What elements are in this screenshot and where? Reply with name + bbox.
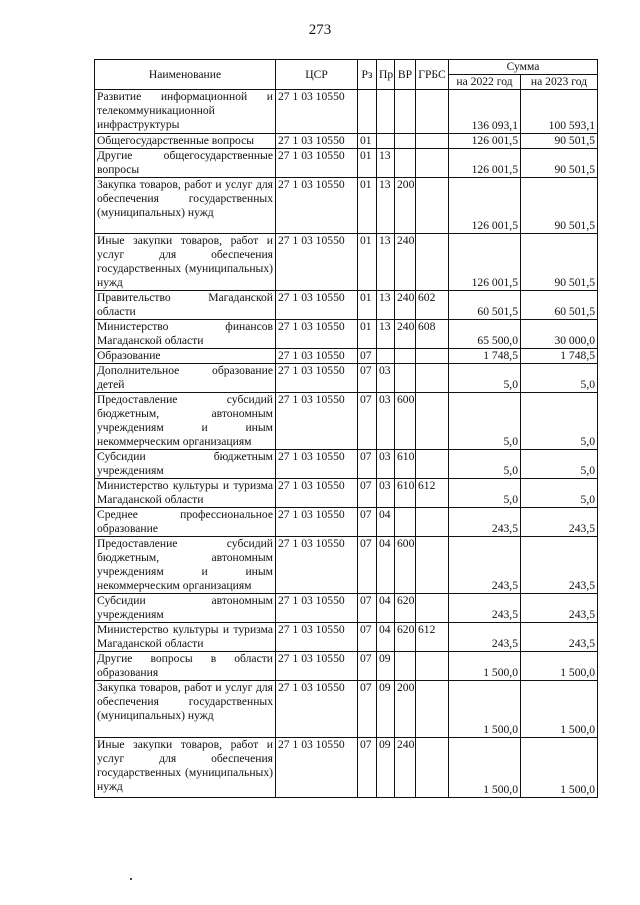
row-vr: 600 — [395, 393, 416, 450]
row-name: Иные закупки товаров, работ и услуг для обеспечения государственных (муниципальных) нужд — [95, 738, 276, 798]
row-grbs — [416, 738, 449, 798]
row-amount-2023: 5,0 — [521, 479, 598, 508]
row-vr: 610 — [395, 479, 416, 508]
row-pr: 13 — [377, 291, 395, 320]
scan-mark — [130, 878, 132, 880]
row-amount-2023: 90 501,5 — [521, 234, 598, 291]
row-vr: 240 — [395, 320, 416, 349]
row-pr: 09 — [377, 738, 395, 798]
table-row — [95, 623, 598, 652]
row-grbs: 602 — [416, 291, 449, 320]
row-csr: 27 1 03 10550 — [276, 738, 358, 798]
row-vr — [395, 652, 416, 681]
row-rz: 07 — [358, 623, 377, 652]
row-vr: 600 — [395, 537, 416, 594]
table-row — [95, 681, 598, 738]
row-rz: 01 — [358, 134, 377, 149]
row-name: Закупка товаров, работ и услуг для обеспечения государственных (муниципальных) нужд — [95, 681, 276, 738]
row-rz: 07 — [358, 652, 377, 681]
row-name: Общегосударственные вопросы — [95, 134, 276, 149]
row-amount-2022: 126 001,5 — [449, 234, 521, 291]
table-row — [95, 594, 598, 623]
row-pr — [377, 90, 395, 134]
row-grbs — [416, 364, 449, 393]
row-pr: 04 — [377, 508, 395, 537]
row-rz: 07 — [358, 479, 377, 508]
row-csr: 27 1 03 10550 — [276, 393, 358, 450]
row-pr — [377, 349, 395, 364]
row-rz: 01 — [358, 320, 377, 349]
row-pr: 03 — [377, 364, 395, 393]
row-grbs — [416, 393, 449, 450]
row-pr: 13 — [377, 149, 395, 178]
header-pr: Пр — [377, 60, 395, 90]
row-name: Другие общегосударственные вопросы — [95, 149, 276, 178]
header-grbs: ГРБС — [416, 60, 449, 90]
table-row — [95, 652, 598, 681]
row-amount-2022: 243,5 — [449, 594, 521, 623]
row-amount-2023: 90 501,5 — [521, 149, 598, 178]
row-csr: 27 1 03 10550 — [276, 537, 358, 594]
row-amount-2023: 90 501,5 — [521, 178, 598, 234]
row-csr: 27 1 03 10550 — [276, 364, 358, 393]
row-csr: 27 1 03 10550 — [276, 681, 358, 738]
row-rz: 07 — [358, 450, 377, 479]
table-row — [95, 537, 598, 594]
row-amount-2022: 1 500,0 — [449, 681, 521, 738]
table-row — [95, 364, 598, 393]
row-grbs — [416, 652, 449, 681]
row-rz: 01 — [358, 291, 377, 320]
row-grbs: 612 — [416, 623, 449, 652]
row-grbs — [416, 537, 449, 594]
row-name: Другие вопросы в области образования — [95, 652, 276, 681]
row-amount-2023: 1 748,5 — [521, 349, 598, 364]
row-grbs — [416, 134, 449, 149]
header-year-2023: на 2023 год — [521, 75, 598, 90]
row-vr — [395, 149, 416, 178]
row-name: Предоставление субсидий бюджетным, автономным учреждениям и иным некоммерческим организациям — [95, 393, 276, 450]
row-vr — [395, 134, 416, 149]
row-name: Образование — [95, 349, 276, 364]
row-vr: 240 — [395, 738, 416, 798]
row-rz: 01 — [358, 149, 377, 178]
table-row — [95, 234, 598, 291]
row-amount-2023: 1 500,0 — [521, 738, 598, 798]
row-amount-2022: 5,0 — [449, 364, 521, 393]
row-pr: 09 — [377, 652, 395, 681]
table-row — [95, 320, 598, 349]
table-row — [95, 479, 598, 508]
table-row — [95, 508, 598, 537]
header-name: Наименование — [95, 60, 276, 90]
table-row — [95, 349, 598, 364]
row-grbs — [416, 349, 449, 364]
row-amount-2022: 243,5 — [449, 623, 521, 652]
row-name: Правительство Магаданской области — [95, 291, 276, 320]
table-row — [95, 90, 598, 134]
row-amount-2023: 60 501,5 — [521, 291, 598, 320]
row-rz: 07 — [358, 364, 377, 393]
row-grbs — [416, 234, 449, 291]
row-pr — [377, 134, 395, 149]
row-amount-2022: 5,0 — [449, 450, 521, 479]
row-rz — [358, 90, 377, 134]
row-amount-2022: 136 093,1 — [449, 90, 521, 134]
row-name: Министерство культуры и туризма Магаданской области — [95, 623, 276, 652]
table-row — [95, 450, 598, 479]
row-vr: 200 — [395, 681, 416, 738]
row-grbs — [416, 149, 449, 178]
row-amount-2023: 243,5 — [521, 508, 598, 537]
row-amount-2022: 1 500,0 — [449, 652, 521, 681]
row-vr — [395, 508, 416, 537]
header-sum: Сумма — [449, 60, 598, 75]
row-csr: 27 1 03 10550 — [276, 479, 358, 508]
row-grbs — [416, 90, 449, 134]
row-amount-2023: 243,5 — [521, 537, 598, 594]
row-pr: 09 — [377, 681, 395, 738]
row-csr: 27 1 03 10550 — [276, 349, 358, 364]
row-pr: 13 — [377, 234, 395, 291]
row-pr: 03 — [377, 393, 395, 450]
row-name: Иные закупки товаров, работ и услуг для обеспечения государственных (муниципальных) нужд — [95, 234, 276, 291]
row-pr: 03 — [377, 479, 395, 508]
row-amount-2022: 65 500,0 — [449, 320, 521, 349]
row-name: Субсидии автономным учреждениям — [95, 594, 276, 623]
header-year-2022: на 2022 год — [449, 75, 521, 90]
row-pr: 04 — [377, 623, 395, 652]
row-name: Среднее профессиональное образование — [95, 508, 276, 537]
row-amount-2022: 126 001,5 — [449, 149, 521, 178]
row-rz: 07 — [358, 738, 377, 798]
row-csr: 27 1 03 10550 — [276, 623, 358, 652]
row-vr — [395, 364, 416, 393]
row-amount-2022: 126 001,5 — [449, 178, 521, 234]
row-csr: 27 1 03 10550 — [276, 178, 358, 234]
row-grbs: 612 — [416, 479, 449, 508]
row-name: Закупка товаров, работ и услуг для обеспечения государственных (муниципальных) нужд — [95, 178, 276, 234]
row-vr: 620 — [395, 623, 416, 652]
row-amount-2022: 1 748,5 — [449, 349, 521, 364]
row-grbs — [416, 178, 449, 234]
row-amount-2023: 5,0 — [521, 450, 598, 479]
row-amount-2022: 243,5 — [449, 537, 521, 594]
row-rz: 01 — [358, 178, 377, 234]
table-row — [95, 393, 598, 450]
row-amount-2023: 1 500,0 — [521, 681, 598, 738]
table-row — [95, 178, 598, 234]
row-name: Министерство финансов Магаданской области — [95, 320, 276, 349]
row-amount-2022: 126 001,5 — [449, 134, 521, 149]
row-amount-2022: 5,0 — [449, 479, 521, 508]
row-csr: 27 1 03 10550 — [276, 320, 358, 349]
row-vr: 620 — [395, 594, 416, 623]
row-name: Развитие информационной и телекоммуникационной инфраструктуры — [95, 90, 276, 134]
table-row — [95, 738, 598, 798]
row-grbs: 608 — [416, 320, 449, 349]
row-amount-2022: 1 500,0 — [449, 738, 521, 798]
row-csr: 27 1 03 10550 — [276, 508, 358, 537]
row-vr — [395, 90, 416, 134]
table-row — [95, 149, 598, 178]
header-csr: ЦСР — [276, 60, 358, 90]
row-csr: 27 1 03 10550 — [276, 291, 358, 320]
row-amount-2023: 5,0 — [521, 364, 598, 393]
row-csr: 27 1 03 10550 — [276, 134, 358, 149]
row-csr: 27 1 03 10550 — [276, 149, 358, 178]
row-csr: 27 1 03 10550 — [276, 594, 358, 623]
row-name: Предоставление субсидий бюджетным, автономным учреждениям и иным некоммерческим организациям — [95, 537, 276, 594]
row-rz: 07 — [358, 349, 377, 364]
header-vr: ВР — [395, 60, 416, 90]
row-vr: 240 — [395, 234, 416, 291]
row-vr: 200 — [395, 178, 416, 234]
row-csr: 27 1 03 10550 — [276, 234, 358, 291]
row-vr: 240 — [395, 291, 416, 320]
budget-table — [94, 59, 598, 798]
page-number: 273 — [308, 22, 332, 38]
row-csr: 27 1 03 10550 — [276, 90, 358, 134]
row-rz: 01 — [358, 234, 377, 291]
row-amount-2023: 243,5 — [521, 594, 598, 623]
row-amount-2023: 90 501,5 — [521, 134, 598, 149]
row-amount-2022: 243,5 — [449, 508, 521, 537]
row-amount-2023: 100 593,1 — [521, 90, 598, 134]
table-body — [95, 90, 598, 798]
row-amount-2022: 60 501,5 — [449, 291, 521, 320]
row-vr — [395, 349, 416, 364]
header-rz: Рз — [358, 60, 377, 90]
row-amount-2022: 5,0 — [449, 393, 521, 450]
row-rz: 07 — [358, 594, 377, 623]
row-grbs — [416, 450, 449, 479]
row-pr: 04 — [377, 594, 395, 623]
row-amount-2023: 30 000,0 — [521, 320, 598, 349]
table-row — [95, 291, 598, 320]
row-grbs — [416, 594, 449, 623]
row-pr: 03 — [377, 450, 395, 479]
row-pr: 13 — [377, 178, 395, 234]
row-name: Субсидии бюджетным учреждениям — [95, 450, 276, 479]
row-vr: 610 — [395, 450, 416, 479]
row-rz: 07 — [358, 681, 377, 738]
row-amount-2023: 1 500,0 — [521, 652, 598, 681]
table-row — [95, 134, 598, 149]
row-grbs — [416, 508, 449, 537]
row-amount-2023: 5,0 — [521, 393, 598, 450]
row-rz: 07 — [358, 393, 377, 450]
row-name: Дополнительное образование детей — [95, 364, 276, 393]
row-rz: 07 — [358, 537, 377, 594]
row-pr: 04 — [377, 537, 395, 594]
row-name: Министерство культуры и туризма Магаданской области — [95, 479, 276, 508]
row-amount-2023: 243,5 — [521, 623, 598, 652]
row-csr: 27 1 03 10550 — [276, 450, 358, 479]
row-rz: 07 — [358, 508, 377, 537]
row-grbs — [416, 681, 449, 738]
row-csr: 27 1 03 10550 — [276, 652, 358, 681]
row-pr: 13 — [377, 320, 395, 349]
